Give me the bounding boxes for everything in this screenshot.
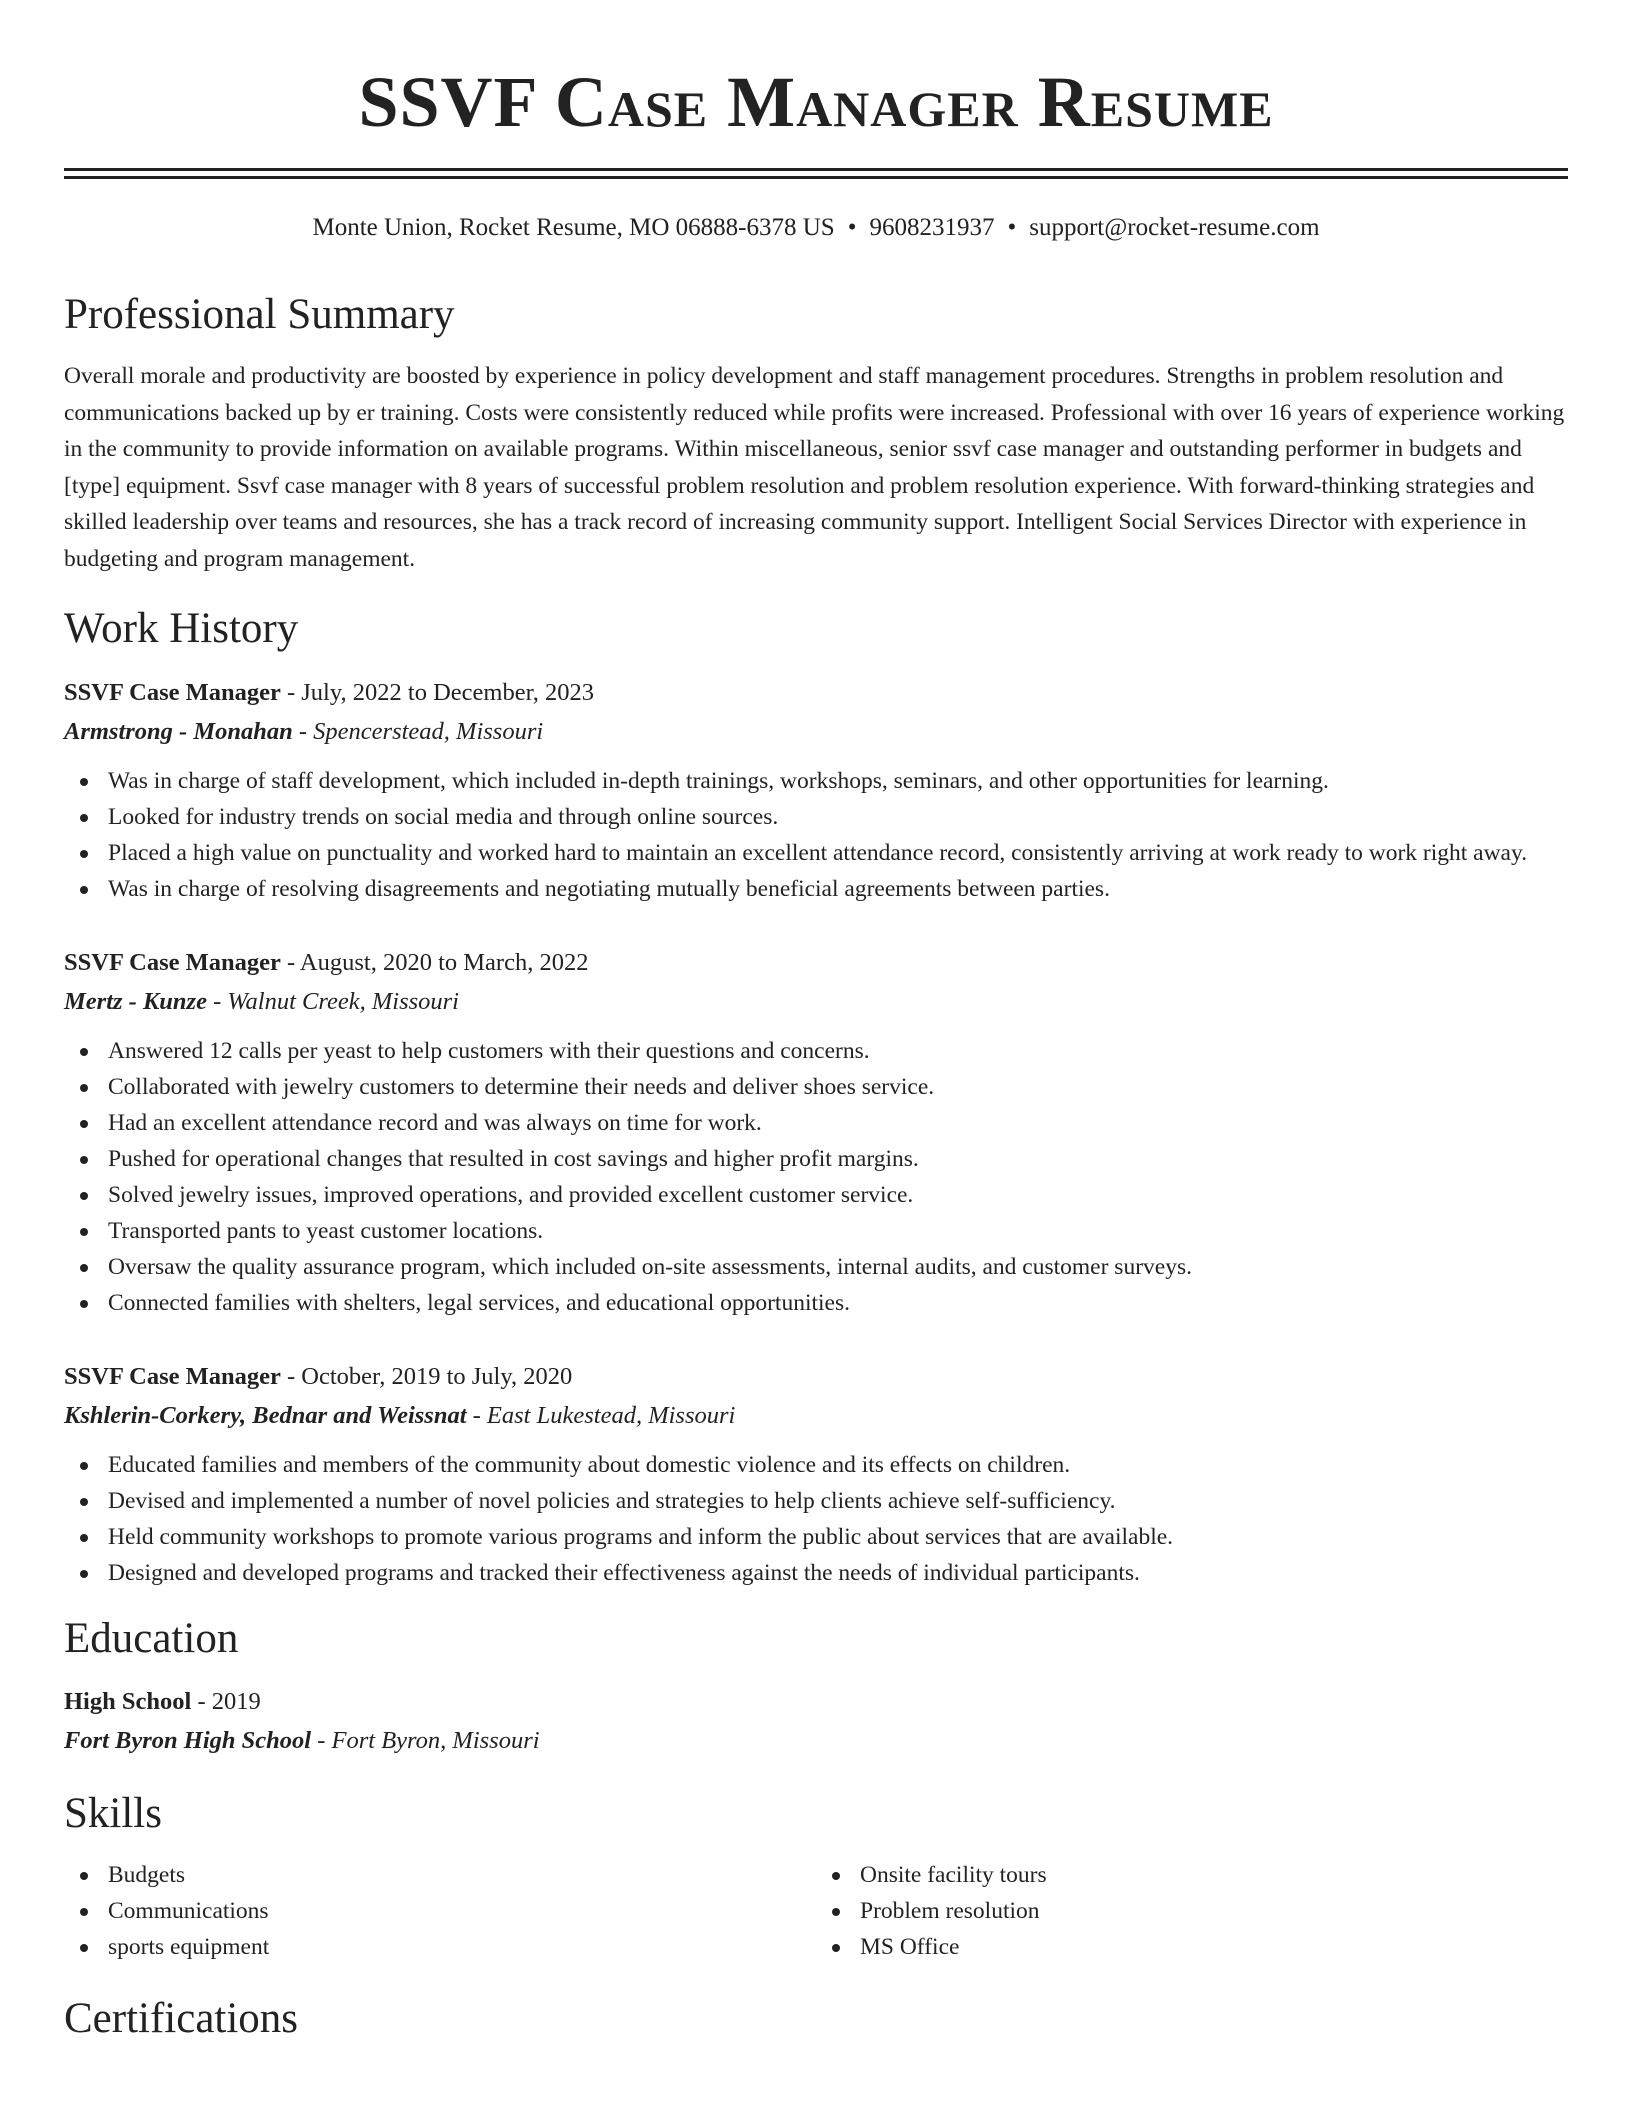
employer-name: Mertz - Kunze [64,987,207,1015]
job-entry [64,943,1568,1321]
job-duty: Solved jewelry issues, improved operations, and provided excellent customer service. [64,1177,1568,1213]
contact-phone: 9608231937 [869,214,995,241]
school-line [64,1721,1568,1760]
employer-line [64,982,1568,1021]
work-history-heading: Work History [64,605,299,653]
job-duty: Connected families with shelters, legal services, and educational opportunities. [64,1285,1568,1321]
resume-title: SSVF Case Manager Resume [358,62,1274,142]
job-duties [64,1033,1568,1321]
skills-list [64,1857,1568,1965]
job-entry [64,1357,1568,1591]
skill-item: Budgets [64,1857,816,1893]
job-duty: Devised and implemented a number of novel policies and strategies to help clients achieve self-sufficiency. [64,1483,1568,1519]
skill-item: Problem resolution [816,1893,1568,1929]
contact-line [64,213,1568,243]
summary-text: Overall morale and productivity are boosted by experience in policy development and staff management procedures. Strengths in problem resolution and communications backed up by er training. Costs were consistently reduced while profits were increased. Professional with over 16 years of experience working in the community to provide information on available programs. Within miscellaneous, senior ssvf case manager and outstanding performer in budgets and [type] equipment. Ssvf case manager with 8 years of successful problem resolution and problem resolution experience. With forward-thinking strategies and skilled leadership over teams and resources, she has a track record of increasing community support. Intelligent Social Services Director with experience in budgeting and program management. [64,363,1565,572]
job-duty: Educated families and members of the community about domestic violence and its effects on children. [64,1447,1568,1483]
job-title-line [64,1357,1568,1396]
employer-line [64,712,1568,751]
skill-item: Communications [64,1893,816,1929]
degree: High School [64,1687,192,1715]
contact-address: Monte Union, Rocket Resume, MO 06888-6378 US [312,214,835,241]
job-entry [64,673,1568,907]
employer-location: - Spencerstead, Missouri [292,717,544,745]
job-duty: Answered 12 calls per yeast to help customers with their questions and concerns. [64,1033,1568,1069]
job-duties [64,763,1568,907]
job-dates: - October, 2019 to July, 2020 [280,1362,573,1390]
education-heading: Education [64,1614,239,1662]
job-duty: Looked for industry trends on social media and through online sources. [64,799,1568,835]
contact-separator: • [1007,214,1017,241]
title-divider [64,168,1568,179]
skills-column-right [816,1857,1568,1965]
job-title-line [64,943,1568,982]
job-title-line [64,673,1568,712]
summary-heading: Professional Summary [64,291,455,338]
job-title: SSVF Case Manager [64,948,281,976]
job-duty: Designed and developed programs and tracked their effectiveness against the needs of individual participants. [64,1555,1568,1591]
skill-item: Onsite facility tours [816,1857,1568,1893]
job-duty: Held community workshops to promote various programs and inform the public about services that are available. [64,1519,1568,1555]
skills-heading: Skills [64,1789,162,1837]
job-duty: Pushed for operational changes that resulted in cost savings and higher profit margins. [64,1141,1568,1177]
school-name: Fort Byron High School [64,1726,312,1754]
education-entry [64,1682,1568,1760]
certifications-heading: Certifications [64,1995,299,2043]
job-dates: - August, 2020 to March, 2022 [280,948,589,976]
job-duties [64,1447,1568,1591]
employer-location: - Walnut Creek, Missouri [206,987,459,1015]
job-duty: Transported pants to yeast customer locations. [64,1213,1568,1249]
job-duty: Was in charge of resolving disagreements and negotiating mutually beneficial agreements between parties. [64,871,1568,907]
contact-separator: • [847,214,857,241]
employer-name: Armstrong - Monahan [64,717,293,745]
job-duty: Collaborated with jewelry customers to determine their needs and deliver shoes service. [64,1069,1568,1105]
job-duty: Oversaw the quality assurance program, which included on-site assessments, internal audits, and customer surveys. [64,1249,1568,1285]
skills-column-left [64,1857,816,1965]
job-duty: Placed a high value on punctuality and worked hard to maintain an excellent attendance record, consistently arriving at work ready to work right away. [64,835,1568,871]
employer-line [64,1396,1568,1435]
employer-location: - East Lukestead, Missouri [466,1401,736,1429]
skill-item: sports equipment [64,1929,816,1965]
job-dates: - July, 2022 to December, 2023 [280,678,594,706]
job-title: SSVF Case Manager [64,1362,281,1390]
job-title: SSVF Case Manager [64,678,281,706]
skill-item: MS Office [816,1929,1568,1965]
school-location: - Fort Byron, Missouri [311,1726,540,1754]
employer-name: Kshlerin-Corkery, Bednar and Weissnat [64,1401,467,1429]
degree-line [64,1682,1568,1721]
job-duty: Had an excellent attendance record and was always on time for work. [64,1105,1568,1141]
graduation-year: - 2019 [191,1687,261,1715]
contact-email: support@rocket-resume.com [1029,214,1320,241]
job-duty: Was in charge of staff development, which included in-depth trainings, workshops, seminars, and other opportunities for learning. [64,763,1568,799]
